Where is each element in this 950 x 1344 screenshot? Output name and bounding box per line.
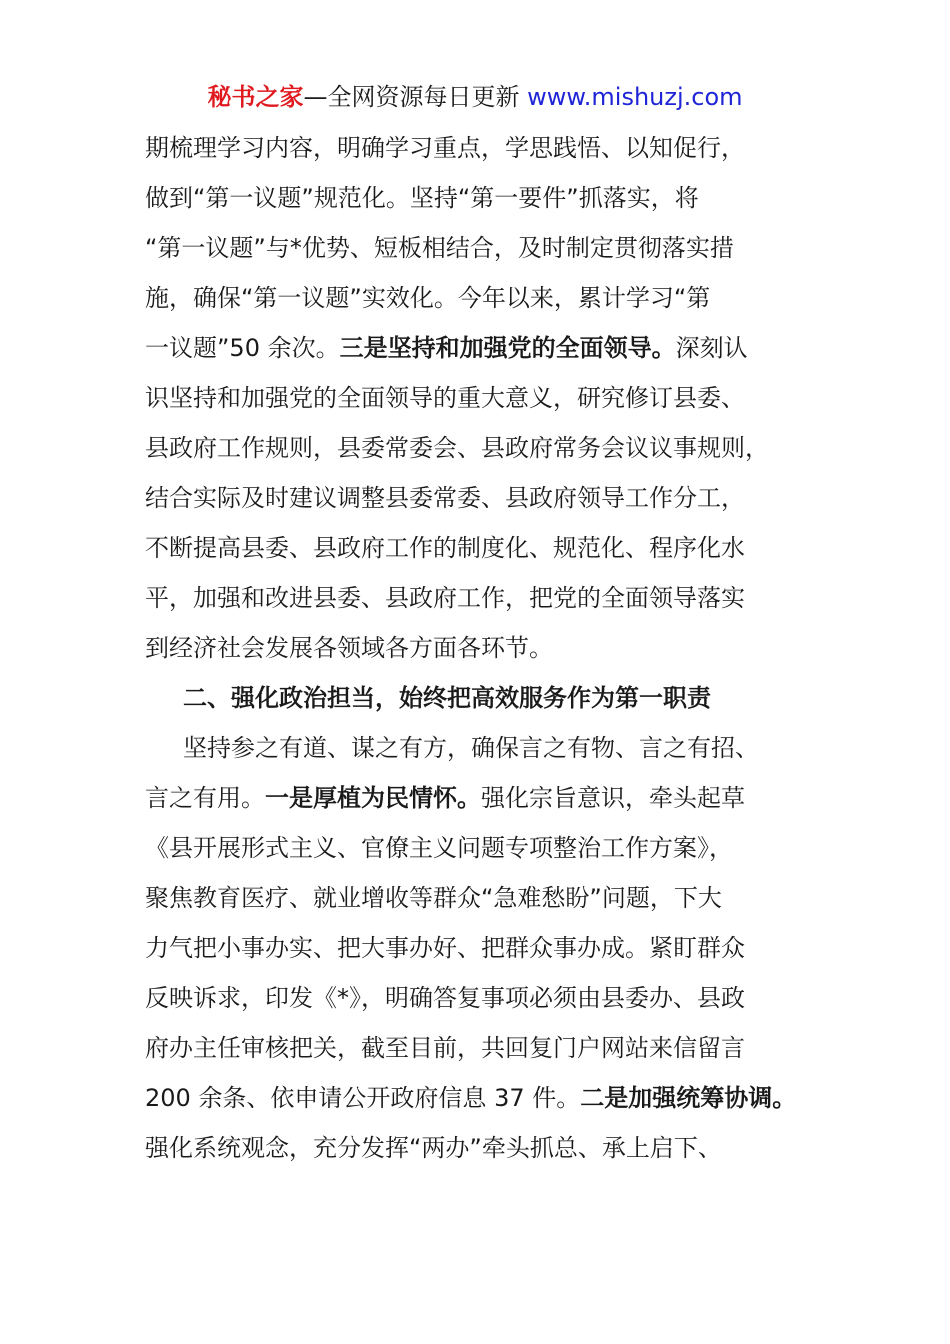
text-line — [145, 773, 815, 823]
text-line — [145, 623, 815, 673]
text-segment: 做到“第一议题”规范化。坚持“第一要件”抓落实，将 — [145, 184, 699, 212]
document-body — [145, 123, 815, 1173]
text-line — [145, 1123, 815, 1173]
text-line — [145, 1073, 815, 1123]
text-line — [145, 1023, 815, 1073]
text-line — [145, 273, 815, 323]
text-segment: 识坚持和加强党的全面领导的重大意义，研究修订县委、 — [145, 384, 745, 412]
text-segment: 县政府工作规则，县委常委会、县政府常务会议议事规则， — [145, 434, 769, 462]
text-segment: 施，确保“第一议题”实效化。今年以来，累计学习“第 — [145, 284, 711, 312]
bold-text-segment: 二、强化政治担当，始终把高效服务作为第一职责 — [183, 684, 711, 712]
text-segment: 结合实际及时建议调整县委常委、县政府领导工作分工， — [145, 484, 745, 512]
bold-text-segment: 一是厚植为民情怀。 — [265, 784, 481, 812]
text-segment: 强化宗旨意识，牵头起草 — [481, 784, 745, 812]
text-segment: 期梳理学习内容，明确学习重点，学思践悟、以知促行， — [145, 134, 745, 162]
text-segment: 深刻认 — [675, 334, 748, 362]
bold-text-segment: 二是加强统筹协调。 — [580, 1084, 797, 1112]
text-line — [145, 123, 815, 173]
text-segment: 府办主任审核把关，截至目前，共回复门户网站来信留言 — [145, 1034, 745, 1062]
text-segment: “第一议题”与*优势、短板相结合，及时制定贯彻落实措 — [145, 234, 734, 262]
text-line — [145, 573, 815, 623]
site-header — [0, 80, 950, 114]
text-segment: 聚焦教育医疗、就业增收等群众“急难愁盼”问题，下大 — [145, 884, 722, 912]
text-line — [145, 523, 815, 573]
text-segment: 言之有用。 — [145, 784, 265, 812]
text-line — [145, 173, 815, 223]
text-segment: 坚持参之有道、谋之有方，确保言之有物、言之有招、 — [183, 734, 759, 762]
text-line — [145, 973, 815, 1023]
text-line — [145, 723, 815, 773]
text-segment: 不断提高县委、县政府工作的制度化、规范化、程序化水 — [145, 534, 745, 562]
text-segment: 反映诉求，印发《*》，明确答复事项必须由县委办、县政 — [145, 984, 745, 1012]
text-segment: 《县开展形式主义、官僚主义问题专项整治工作方案》， — [145, 834, 733, 862]
text-line — [145, 423, 815, 473]
text-segment: 强化系统观念，充分发挥“两办”牵头抓总、承上启下、 — [145, 1134, 722, 1162]
text-line — [145, 223, 815, 273]
text-segment: 平，加强和改进县委、县政府工作，把党的全面领导落实 — [145, 584, 745, 612]
text-line — [145, 323, 815, 373]
text-line — [145, 373, 815, 423]
text-segment: 力气把小事办实、把大事办好、把群众事办成。紧盯群众 — [145, 934, 745, 962]
text-segment: 到经济社会发展各领域各方面各环节。 — [145, 634, 553, 662]
text-segment: 200 余条、依申请公开政府信息 37 件。 — [145, 1084, 581, 1112]
bold-text-segment: 三是坚持和加强党的全面领导。 — [339, 334, 676, 362]
text-line — [145, 823, 815, 873]
text-line — [145, 873, 815, 923]
site-url[interactable]: www.mishuzj.com — [527, 83, 743, 111]
text-line — [145, 673, 815, 723]
site-brand: 秘书之家 — [207, 83, 304, 111]
text-segment: 一议题”50 余次。 — [145, 334, 340, 362]
site-tagline: —全网资源每日更新 — [303, 83, 528, 111]
text-line — [145, 923, 815, 973]
text-line — [145, 473, 815, 523]
